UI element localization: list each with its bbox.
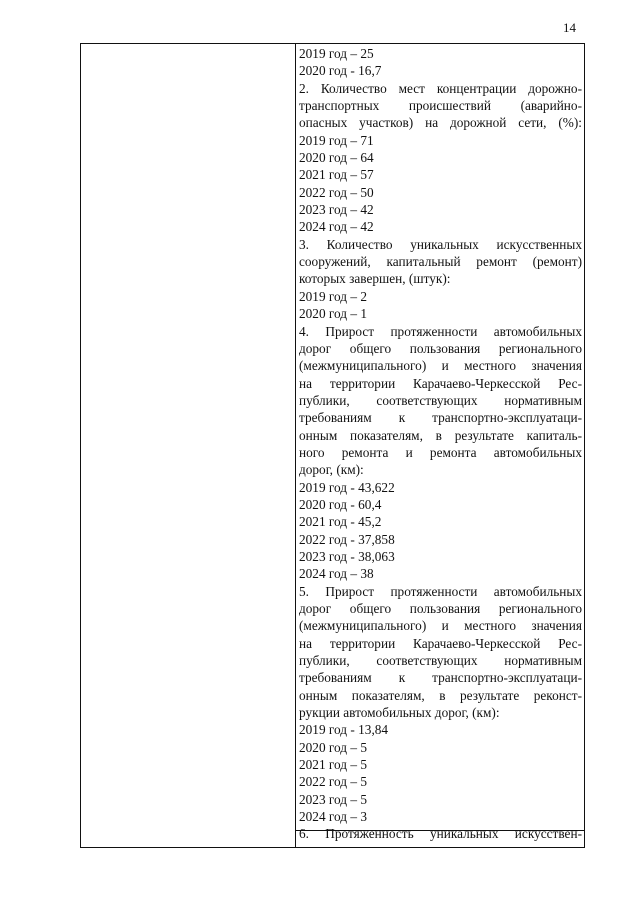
text-line: 2019 год - 13,84 [299, 722, 389, 738]
row-divider [295, 830, 584, 831]
text-line: опасных участков) на дорожной сети, (%): [299, 115, 582, 131]
text-line: требованиям к транспортно-эксплуатаци- [299, 670, 582, 686]
text-line: 2024 год – 38 [299, 566, 374, 582]
right-cell [297, 44, 584, 847]
text-line: 2020 год – 64 [299, 150, 374, 166]
text-line: 2020 год – 1 [299, 306, 368, 322]
text-line: транспортных происшествий (аварийно- [299, 98, 582, 114]
text-line: 2024 год – 42 [299, 219, 374, 235]
page-number: 14 [563, 20, 576, 35]
text-line: 2. Количество мест концентрации дорожно- [299, 80, 582, 96]
text-line: 2024 год – 3 [299, 809, 368, 825]
text-line: 2019 год – 2 [299, 288, 368, 304]
text-line: 2023 год – 5 [299, 791, 368, 807]
text-line: 2020 год - 16,7 [299, 63, 382, 79]
text-line: (межмуниципального) и местного значения [299, 618, 582, 634]
text-line: 2021 год – 57 [299, 167, 374, 183]
text-line: онным показателям, в результате реконст- [299, 687, 582, 703]
text-line: 2022 год - 37,858 [299, 531, 395, 547]
text-line: рукции автомобильных дорог, (км): [299, 705, 500, 721]
text-line: на территории Карачаево-Черкесской Рес- [299, 375, 582, 391]
text-line: дорог общего пользования регионального [299, 601, 582, 616]
text-line: 2019 год – 71 [299, 132, 374, 148]
text-line: 2021 год - 45,2 [299, 514, 382, 530]
text-line: на территории Карачаево-Черкесской Рес- [299, 635, 582, 651]
column-divider [295, 44, 296, 847]
text-line: 2022 год – 50 [299, 184, 374, 200]
text-line: 2019 год - 43,622 [299, 479, 395, 495]
text-line: 4. Прирост протяженности автомобильных [299, 323, 582, 339]
text-line: (межмуниципального) и местного значения [299, 358, 582, 374]
text-line: 2023 год - 38,063 [299, 548, 395, 564]
text-line: 2020 год - 60,4 [299, 496, 382, 512]
text-line: 5. Прирост протяженности автомобильных [299, 583, 582, 599]
text-line: публики, соответствующих нормативным [299, 392, 582, 408]
text-line: требованиям к транспортно-эксплуатаци- [299, 410, 582, 426]
text-line: сооружений, капитальный ремонт (ремонт) [299, 254, 582, 270]
text-line: 2023 год – 42 [299, 202, 374, 218]
text-line: 2020 год – 5 [299, 739, 368, 755]
text-line: 2021 год – 5 [299, 757, 368, 773]
text-line: публики, соответствующих нормативным [299, 653, 582, 669]
text-line: 3. Количество уникальных искусственных [299, 236, 582, 252]
text-line: 2019 год – 25 [299, 46, 374, 61]
text-line: 2022 год – 5 [299, 774, 368, 790]
text-line: 6. Протяженность уникальных искусствен- [299, 826, 582, 842]
left-cell [81, 44, 295, 847]
text-line: дорог, (км): [299, 462, 364, 478]
text-line: дорог общего пользования регионального [299, 340, 582, 356]
text-line: онным показателям, в результате капиталь- [299, 427, 582, 443]
document-table [80, 43, 585, 848]
text-line: которых завершен, (штук): [299, 271, 451, 287]
text-line: ного ремонта и ремонта автомобильных [299, 444, 582, 460]
